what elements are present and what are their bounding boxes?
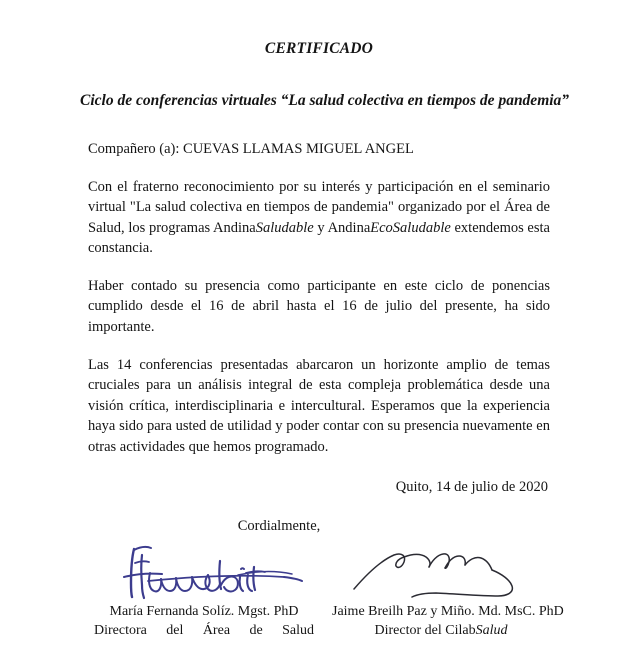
paragraph-text-segment: Con el fraterno reconocimiento por su interés y participación en el seminario virtual "La salud colectiva en tiempos de pandemia" organizado por el Área de Salud, los programas Andina (88, 178, 550, 236)
signer-role-right (332, 622, 550, 640)
document-content (80, 0, 570, 661)
signature-row (88, 541, 564, 661)
date-line: Quito, 14 de julio de 2020 (395, 479, 548, 496)
closing-salutation: Cordialmente, (237, 518, 321, 535)
signer-role-right-prefix: Director del Cilab (374, 622, 476, 638)
signer-name-right: Jaime Breilh Paz y Miño. Md. MsC. PhD (332, 604, 564, 620)
handwritten-signature-blue-icon (88, 541, 320, 603)
document-subtitle: Ciclo de conferencias virtuales “La salud colectiva en tiempos de pandemia” (80, 91, 570, 109)
signature-block-left (88, 541, 320, 639)
signer-name-left: María Fernanda Solíz. Mgst. PhD (109, 604, 299, 620)
page-title: CERTIFICADO (264, 40, 374, 57)
program-name-ecosaludable: EcoSaludable (370, 219, 451, 236)
signer-role-right-italic: Salud (475, 622, 508, 638)
paragraph-attendance: Haber contado su presencia como participante en este ciclo de ponencias cumplido desde el 16 de abril hasta el 16 de julio del presente, ha sido importante. (88, 277, 550, 335)
paragraph-acknowledgement (88, 177, 550, 259)
program-name-saludable: Saludable (255, 219, 314, 236)
paragraph-text-segment: y Andina (313, 219, 371, 236)
recipient-line: Compañero (a): CUEVAS LLAMAS MIGUEL ANGEL (88, 140, 414, 157)
handwritten-signature-black-icon (332, 541, 550, 603)
paragraph-text-segment: extendemos esta constancia. (88, 219, 550, 257)
signature-block-right (332, 541, 564, 639)
paragraph-conferences: Las 14 conferencias presentadas abarcaron un horizonte amplio de temas cruciales para un análisis integral de esta compleja problemática desde una visión crítica, interdisciplinaria e intercultural. Esperamos que la experiencia haya sido para usted de utilidad y poder contar con su presencia nuevamente en otras actividades que hemos programado. (88, 356, 550, 455)
signer-role-left: Directora del Área de Salud (94, 622, 314, 638)
